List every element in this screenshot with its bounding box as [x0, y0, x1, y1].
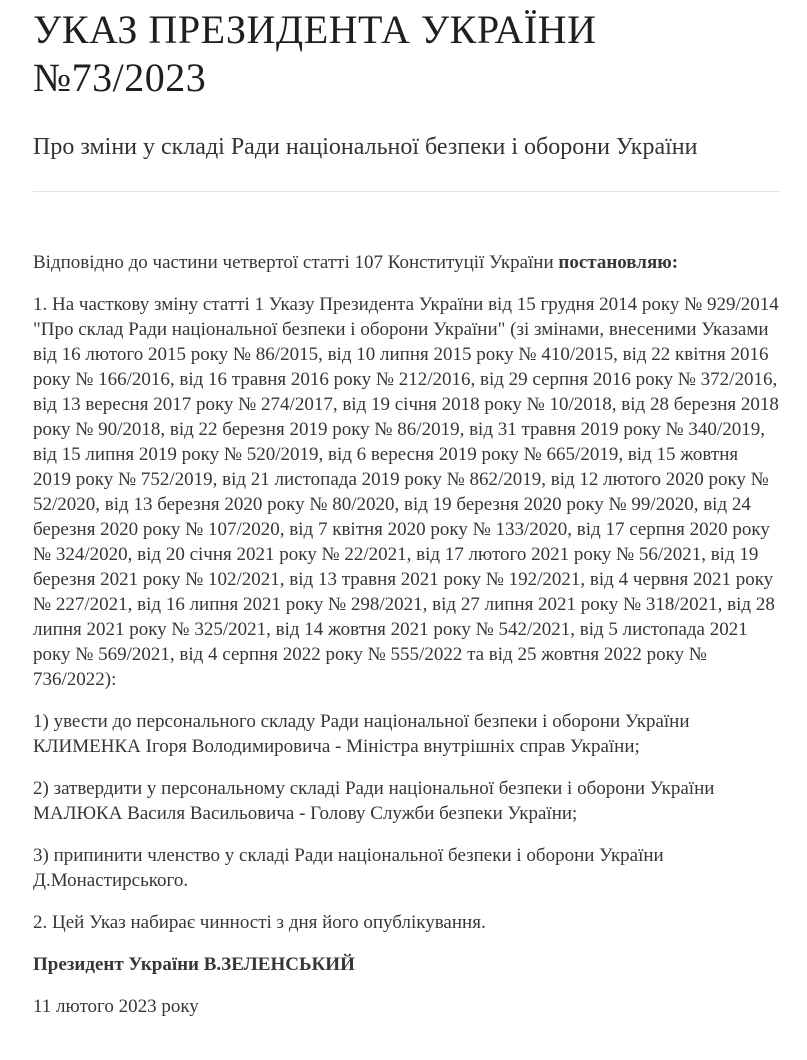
decree-date: 11 лютого 2023 року — [33, 996, 199, 1018]
amendments-paragraph: 1. На часткову зміну статті 1 Указу Президента України від 15 грудня 2014 року № 929/2014 "Про склад Ради національної безпеки і оборони України" (зі змінами, внесеними Указами від 16 лютого 2015 року № 86/2015, від 10 липня 2015 року № 410/2015, від 22 квітня 2016 року № 166/2016, від 16 травня 2016 року № 212/2016, від 29 серпня 2016 року № 372/2016, від 13 вересня 2017 року № 274/2017, від 19 січня 2018 року № 10/2018, від 28 березня 2018 року № 90/2018, від 22 березня 2019 року № 86/2019, від 31 травня 2019 року № 340/2019, від 15 липня 2019 року № 520/2019, від 6 вересня 2019 року № 665/2019, від 15 жовтня 2019 року № 752/2019, від 21 листопада 2019 року № 862/2019, від 12 лютого 2020 року № 52/2020, від 13 березня 2020 року № 80/2020, від 19 березня 2020 року № 99/2020, від 24 березня 2020 року № 107/2020, від 7 квітня 2020 року № 133/2020, від 17 серпня 2020 року № 324/2020, від 20 січня 2021 року № 22/2021, від 17 лютого 2021 року № 56/2021, від 19 березня 2021 року № 102/2021, від 13 травня 2021 року № 192/2021, від 4 червня 2021 року № 227/2021, від 16 липня 2021 року № 298/2021, від 27 липня 2021 року № 318/2021, від 28 липня 2021 року № 325/2021, від 14 жовтня 2021 року № 542/2021, від 5 листопада 2021 року № 569/2021, від 4 серпня 2022 року № 555/2022 та від 25 жовтня 2022 року № 736/2022): — [33, 294, 779, 691]
item-1-paragraph: 1) увести до персонального складу Ради національної безпеки і оборони України КЛИМЕНКА Ігоря Володимировича - Міністра внутрішніх справ України; — [33, 711, 690, 758]
intro-resolve-word: постановляю: — [558, 252, 679, 274]
divider — [33, 191, 780, 192]
decree-body — [33, 250, 780, 1019]
decree-title: УКАЗ ПРЕЗИДЕНТА УКРАЇНИ №73/2023 — [33, 7, 597, 100]
item-3-paragraph: 3) припинити членство у складі Ради національної безпеки і оборони України Д.Монастирського. — [33, 845, 664, 892]
item-2-paragraph: 2) затвердити у персональному складі Ради національної безпеки і оборони України МАЛЮКА Василя Васильовича - Голову Служби безпеки України; — [33, 778, 715, 825]
intro-text: Відповідно до частини четвертої статті 107 Конституції України — [33, 252, 559, 274]
effective-date-paragraph: 2. Цей Указ набирає чинності з дня його опублікування. — [33, 912, 486, 934]
president-signature: Президент України В.ЗЕЛЕНСЬКИЙ — [33, 954, 355, 976]
intro-paragraph — [33, 250, 780, 275]
decree-header — [33, 6, 780, 163]
decree-subtitle: Про зміни у складі Ради національної безпеки і оборони України — [33, 134, 698, 160]
